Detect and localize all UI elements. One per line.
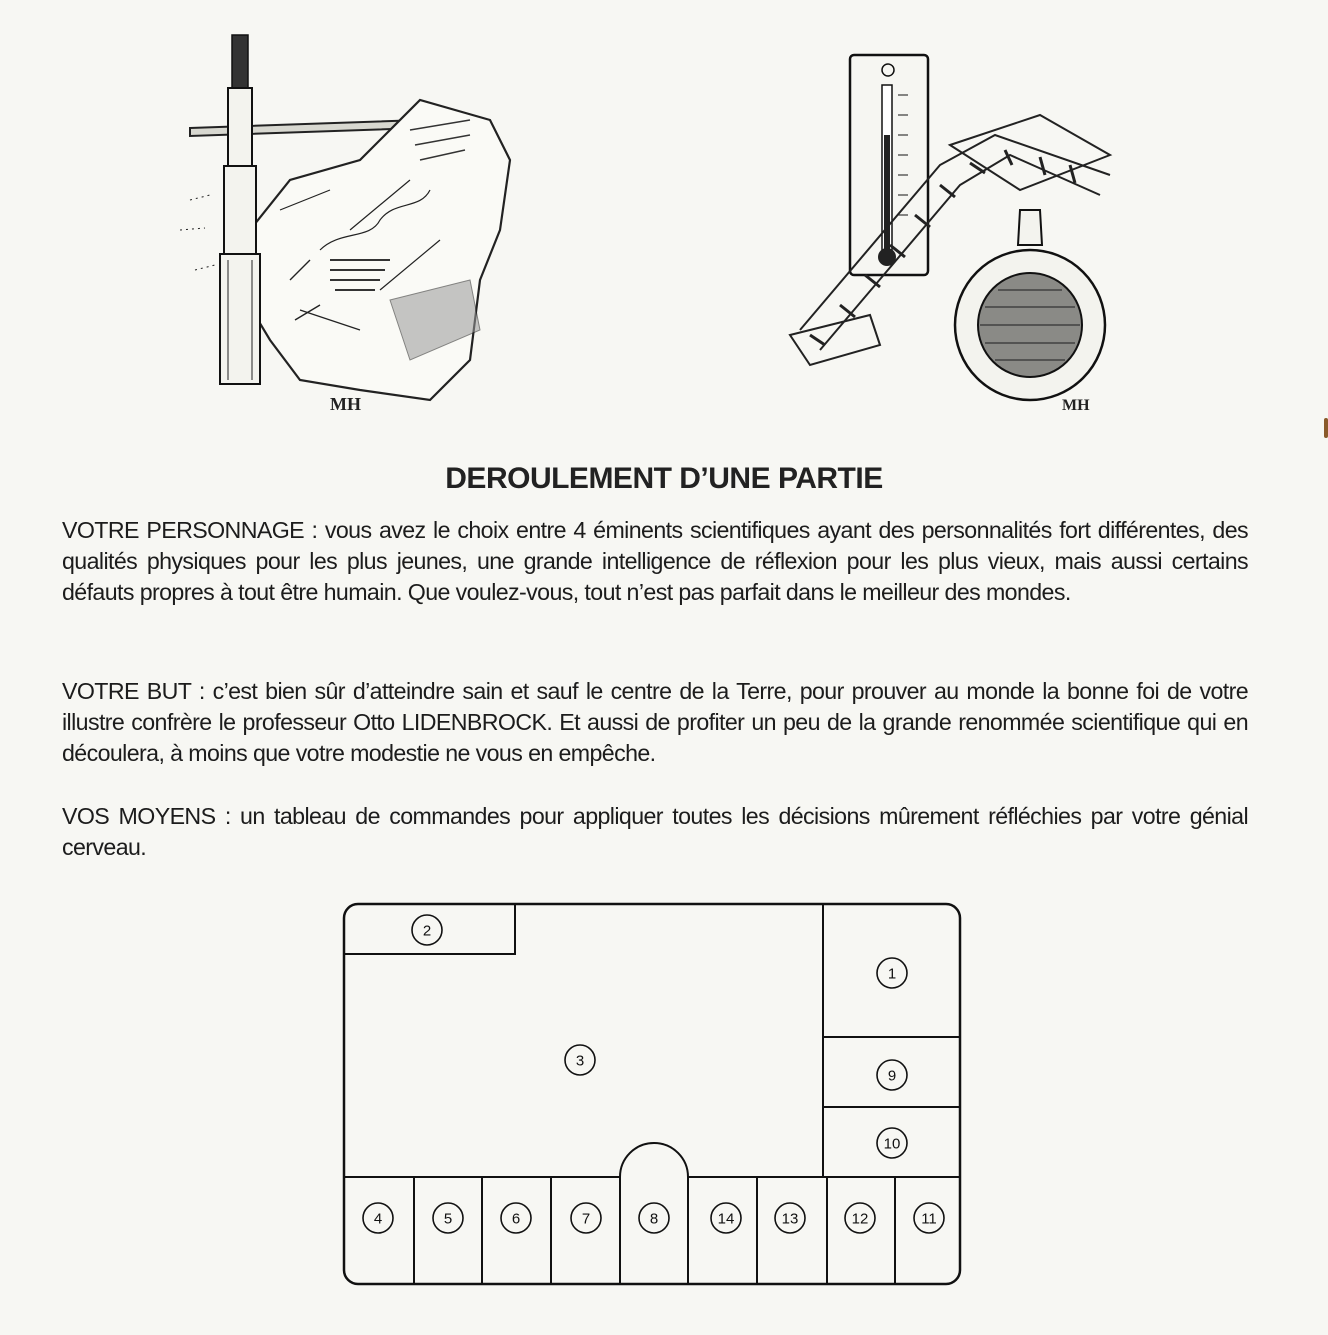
zone-8-label: 8 xyxy=(649,1210,659,1228)
paragraph-moyens xyxy=(62,801,1248,863)
zone-1-label: 1 xyxy=(887,965,897,983)
zone-2-label: 2 xyxy=(422,922,432,940)
paragraph-but xyxy=(62,676,1248,769)
lead-moyens: VOS MOYENS : xyxy=(62,803,231,829)
page-edge-mark xyxy=(1324,418,1328,438)
zone-3-label: 3 xyxy=(575,1052,585,1070)
section-heading: DEROULEMENT D’UNE PARTIE xyxy=(445,462,883,495)
paragraph-personnage xyxy=(62,515,1248,608)
zone-10-label: 10 xyxy=(883,1135,901,1153)
zone-markers xyxy=(363,915,944,1233)
zone-9-label: 9 xyxy=(887,1067,897,1085)
zone-4-label: 4 xyxy=(373,1210,383,1228)
zone-7-label: 7 xyxy=(581,1210,591,1228)
text-moyens: un tableau de commandes pour appliquer toutes les décisions mûrement réfléchies par votre génial cerveau. xyxy=(62,803,1248,860)
text-but: c’est bien sûr d’atteindre sain et sauf le centre de la Terre, pour prouver au monde la bonne foi de votre illustre confrère le professeur Otto LIDENBROCK. Et aussi de profiter un peu de la grande renommée scientifique qui en découlera, à moins que votre modestie ne vous en empêche. xyxy=(62,678,1249,766)
zone-14-label: 14 xyxy=(717,1210,735,1228)
text-personnage: vous avez le choix entre 4 éminents scientifiques ayant des personnalités fort différentes, des qualités physiques pour les plus jeunes, une grande intelligence de réflexion pour les plus vieux, mais aussi certains défauts propres à tout être humain. Que voulez-vous, tout n’est pas parfait dans le meilleur des mondes. xyxy=(62,517,1248,605)
right-signature: MH xyxy=(1062,397,1090,414)
left-signature: MH xyxy=(330,394,361,414)
lead-but: VOTRE BUT : xyxy=(62,678,205,704)
spyglass-map-illustration xyxy=(180,30,530,420)
zone-5-label: 5 xyxy=(443,1210,453,1228)
zone-12-label: 12 xyxy=(851,1210,869,1228)
control-panel-diagram xyxy=(330,890,980,1300)
zone-11-label: 11 xyxy=(921,1210,937,1228)
zone-6-label: 6 xyxy=(511,1210,521,1228)
lead-personnage: VOTRE PERSONNAGE : xyxy=(62,517,318,543)
thermometer-ladder-flask-illustration xyxy=(780,45,1130,415)
zone-13-label: 13 xyxy=(781,1210,799,1228)
